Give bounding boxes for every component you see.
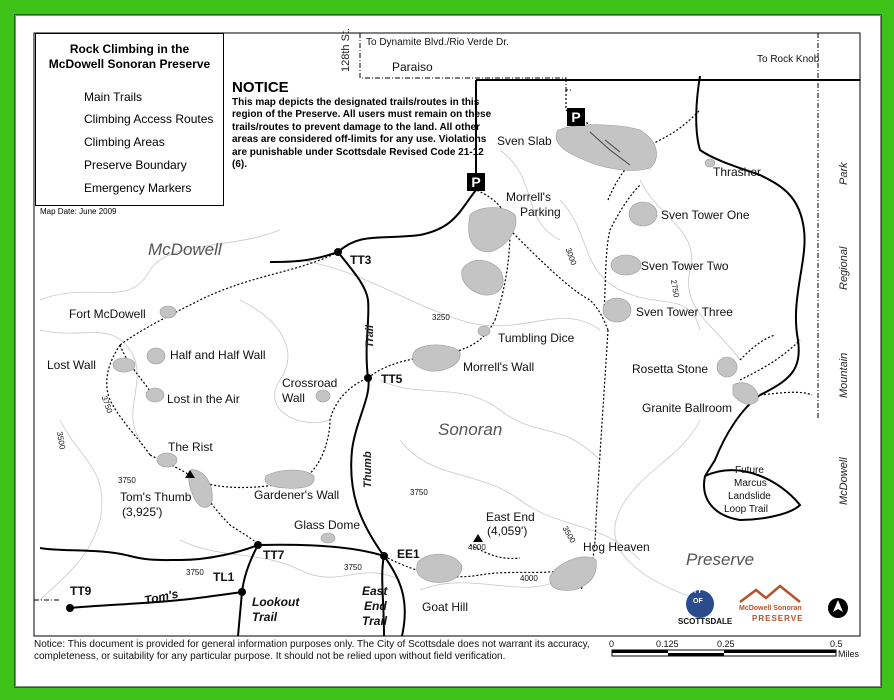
region-mcdowell: McDowell bbox=[148, 240, 222, 259]
north-arrow-icon bbox=[828, 598, 848, 618]
label-morrells-parking: Morrell's bbox=[506, 190, 551, 204]
label-toms-thumb-elev: (3,925') bbox=[122, 505, 163, 519]
contour-label: 2750 bbox=[668, 278, 681, 299]
preserve-logo-icon bbox=[740, 586, 800, 602]
footer-disclaimer: Notice: This document is provided for general information purposes only. The City of Scottsdale does not warrant its accuracy, completeness, or suitability for any particular purpose. It should not be relied upon without field verification. bbox=[34, 639, 590, 662]
notice-body: This map depicts the designated trails/routes in this region of the Preserve. All users must remain on these trails/routes to prevent damage to the land. All other areas are considered off-limits for any use. Violations are punishable under Scottsdale Revised Code 21-12 (6). bbox=[232, 96, 492, 170]
city-logo-text: SCOTTSDALE bbox=[678, 617, 733, 626]
label-sven-slab: Sven Slab bbox=[497, 134, 552, 148]
legend-title-line: Rock Climbing in the bbox=[69, 42, 190, 56]
contour-label: 3750 bbox=[344, 563, 362, 572]
label-sven-tower-three: Sven Tower Three bbox=[636, 305, 733, 319]
legend-item-main-trails: Main Trails bbox=[84, 90, 143, 104]
scale-tick: 0.25 bbox=[717, 639, 735, 649]
emergency-markers bbox=[66, 248, 388, 612]
label-sven-tower-two: Sven Tower Two bbox=[641, 259, 729, 273]
scale-tick: 0.5 bbox=[830, 639, 843, 649]
label-half-and-half-wall: Half and Half Wall bbox=[170, 348, 266, 362]
marker-ee1: EE1 bbox=[397, 547, 420, 561]
contour-label: 3500 bbox=[54, 430, 67, 451]
preserve-logo-text: McDowell Sonoran bbox=[739, 605, 802, 612]
scale-bar bbox=[612, 650, 836, 656]
marker-tl1: TL1 bbox=[213, 570, 235, 584]
label-hog-heaven: Hog Heaven bbox=[583, 540, 650, 554]
scale-tick: 0 bbox=[609, 639, 615, 649]
contour-label: 4000 bbox=[468, 543, 486, 552]
region-regional: Regional bbox=[838, 246, 850, 290]
trail-lookout: Lookout bbox=[252, 595, 300, 609]
map-legend bbox=[35, 33, 224, 206]
label-lost-wall: Lost Wall bbox=[47, 358, 96, 372]
preserve-logo-text: PRESERVE bbox=[752, 614, 804, 623]
legend-item-emergency-markers: Emergency Markers bbox=[84, 181, 192, 195]
notice-title: NOTICE bbox=[232, 79, 289, 96]
road-paraiso: Paraiso bbox=[392, 60, 433, 74]
trail-lookout-trail: Trail bbox=[252, 610, 278, 624]
trail-marcus: Loop Trail bbox=[724, 504, 768, 515]
region-park: Park bbox=[838, 162, 850, 185]
label-morrells-wall: Morrell's Wall bbox=[463, 360, 535, 374]
label-glass-dome: Glass Dome bbox=[294, 518, 361, 532]
road-to-dynamite: To Dynamite Blvd./Rio Verde Dr. bbox=[366, 37, 509, 48]
label-rosetta-stone: Rosetta Stone bbox=[632, 362, 709, 376]
label-goat-hill: Goat Hill bbox=[422, 600, 469, 614]
contour-label: 3750 bbox=[410, 488, 428, 497]
city-logo-text: CITY bbox=[686, 588, 702, 595]
marker-tt9: TT9 bbox=[70, 584, 92, 598]
label-gardeners-wall: Gardener's Wall bbox=[254, 488, 340, 502]
label-the-rist: The Rist bbox=[168, 440, 213, 454]
contour-label: 3750 bbox=[99, 394, 115, 415]
trail-east-end: End bbox=[364, 599, 387, 613]
label-toms-thumb: Tom's Thumb bbox=[120, 490, 192, 504]
contour-label: 4000 bbox=[520, 574, 538, 583]
label-crossroad-wall: Crossroad bbox=[282, 376, 338, 390]
label-granite-ballroom: Granite Ballroom bbox=[642, 401, 733, 415]
region-mcdowell-park: McDowell bbox=[838, 457, 850, 505]
scale-tick: 0.125 bbox=[656, 639, 679, 649]
legend-item-climbing-areas: Climbing Areas bbox=[84, 135, 165, 149]
label-lost-in-the-air: Lost in the Air bbox=[167, 392, 240, 406]
label-fort-mcdowell: Fort McDowell bbox=[69, 307, 146, 321]
label-thrasher: Thrasher bbox=[713, 165, 762, 179]
marker-tt5: TT5 bbox=[381, 372, 403, 386]
notice-box bbox=[232, 79, 492, 172]
label-morrells-parking: Parking bbox=[520, 205, 561, 219]
trail-east-end: East bbox=[362, 584, 388, 598]
parking-icon: P bbox=[567, 108, 585, 126]
marker-tt7: TT7 bbox=[263, 548, 285, 562]
map-date: Map Date: June 2009 bbox=[40, 207, 117, 216]
region-sonoran: Sonoran bbox=[438, 420, 503, 439]
parking-icon: P bbox=[467, 173, 485, 191]
trail-thumb: Thumb bbox=[362, 451, 374, 488]
legend-item-access-routes: Climbing Access Routes bbox=[84, 112, 214, 126]
contour-label: 3750 bbox=[186, 568, 204, 577]
region-mountain: Mountain bbox=[838, 352, 850, 398]
label-east-end: East End bbox=[486, 510, 535, 524]
scale-unit: Miles bbox=[838, 649, 860, 659]
trail-toms: Tom's bbox=[142, 586, 180, 608]
contour-label: 3000 bbox=[563, 246, 579, 267]
trail-marcus: Future bbox=[735, 465, 764, 476]
label-sven-tower-one: Sven Tower One bbox=[661, 208, 750, 222]
region-preserve: Preserve bbox=[686, 550, 755, 569]
legend-item-preserve-boundary: Preserve Boundary bbox=[84, 158, 187, 172]
marker-tt3: TT3 bbox=[350, 253, 372, 267]
road-to-rock-knob: To Rock Knob bbox=[757, 54, 820, 65]
trail-marcus: Landslide bbox=[728, 491, 771, 502]
legend-title-line: McDowell Sonoran Preserve bbox=[48, 57, 211, 71]
trail-marcus: Marcus bbox=[734, 478, 767, 489]
label-crossroad-wall: Wall bbox=[282, 391, 305, 405]
label-tumbling-dice: Tumbling Dice bbox=[498, 331, 575, 345]
contour-label: 3250 bbox=[432, 313, 450, 322]
road-128th: 128th St. bbox=[340, 27, 352, 72]
trail-east-end-trail: Trail bbox=[362, 614, 388, 628]
city-logo-text: OF bbox=[693, 598, 703, 605]
trail-thumb-trail: Trail bbox=[364, 324, 376, 348]
legend-title bbox=[36, 42, 223, 72]
contour-label: 3750 bbox=[118, 476, 136, 485]
label-east-end-elev: (4,059') bbox=[487, 524, 528, 538]
contour-label: 3500 bbox=[560, 524, 578, 545]
